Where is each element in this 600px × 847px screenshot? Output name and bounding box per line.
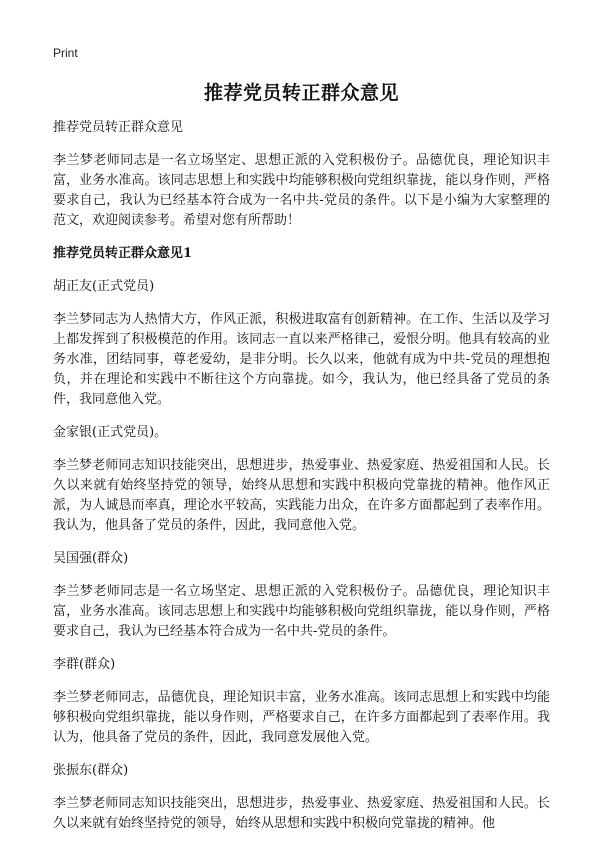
article-body — [53, 118, 550, 847]
opinion-text: 李兰梦同志为人热情大方，作风正派，积极进取富有创新精神。在工作、生活以及学习上都发挥到了积极模范的作用。该同志一直以来严格律己，爱恨分明。他具有较高的业务水准，团结同事，尊老爱幼，是非分明。长久以来，他就有成为中共-党员的理想抱负，并在理论和实践中不断往这个方向靠拢。如今，我认为，他已经具备了党员的条件，我同意他入党。 — [53, 312, 550, 407]
opinion-author: 吴国强(群众) — [53, 551, 129, 566]
opinion-text: 李兰梦老师同志，品德优良，理论知识丰富，业务水准高。该同志思想上和实践中均能够积极向党组织靠拢，能以身作则，严格要求自己，在许多方面都起到了表率作用。我认为，他具备了党员的条件，因此，我同意发展他入党。 — [53, 690, 550, 745]
print-link[interactable]: Print — [53, 46, 78, 60]
opinion-text: 李兰梦老师同志知识技能突出，思想进步，热爱事业、热爱家庭、热爱祖国和人民。长久以来就有始终坚持党的领导，始终从思想和实践中积极向党靠拢的精神。他 — [53, 796, 550, 831]
opinion-text: 李兰梦老师同志知识技能突出，思想进步，热爱事业、热爱家庭、热爱祖国和人民。长久以来就有始终坚持党的领导，始终从思想和实践中积极向党靠拢的精神。他作风正派，为人诚恳而率真，理论水平较高，实践能力出众，在许多方面都起到了表率作用。我认为，他具备了党员的条件，因此，我同意他入党。 — [53, 458, 550, 533]
page-title: 推荐党员转正群众意见 — [203, 82, 399, 104]
opinion-item — [53, 423, 550, 536]
opinion-author: 李群(群众) — [53, 657, 116, 672]
opinion-item — [53, 549, 550, 642]
section-heading: 推荐党员转正群众意见1 — [53, 246, 193, 261]
opinion-text: 李兰梦老师同志是一名立场坚定、思想正派的入党积极份子。品德优良，理论知识丰富，业务水准高。该同志思想上和实践中均能够积极向党组织靠拢，能以身作则，严格要求自己，我认为已经基本符合成为一名中共-党员的条件。 — [53, 584, 550, 639]
article-subtitle: 推荐党员转正群众意见 — [53, 120, 184, 135]
intro-paragraph: 李兰梦老师同志是一名立场坚定、思想正派的入党积极份子。品德优良，理论知识丰富，业务水准高。该同志思想上和实践中均能够积极向党组织靠拢，能以身作则，严格要求自己，我认为已经基本符合成为一名中共-党员的条件。以下是小编为大家整理的范文，欢迎阅读参考。希望对您有所帮助！ — [53, 153, 550, 228]
opinion-author: 金家银(正式党员)。 — [53, 425, 168, 440]
opinion-author: 胡正友(正式党员) — [53, 279, 155, 294]
opinion-author: 张振东(群众) — [53, 763, 129, 778]
opinion-item — [53, 277, 550, 410]
opinion-item — [53, 761, 550, 834]
opinion-item — [53, 655, 550, 748]
